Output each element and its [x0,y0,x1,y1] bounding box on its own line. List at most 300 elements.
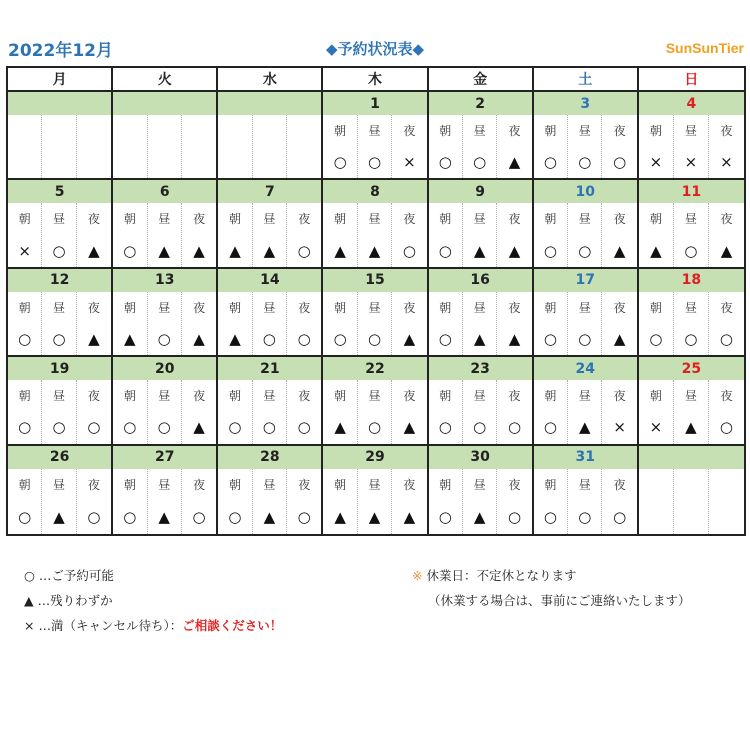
slot-label: 夜 [403,212,416,227]
slot-label: 夜 [193,300,206,315]
time-slot [674,203,709,266]
time-slot [358,292,392,355]
slot-label: 朝 [544,124,557,139]
time-slot [8,380,42,443]
time-slot [358,203,392,266]
time-slot [568,469,602,534]
day-number: 4 [639,92,744,115]
slot-label: 夜 [193,478,206,493]
time-slot [253,115,287,178]
availability-mark: ○ [543,330,557,349]
availability-mark: ▲ [193,418,205,437]
day-number: 6 [113,180,216,203]
time-slot [113,203,147,266]
availability-mark: ○ [367,418,382,437]
availability-mark: ○ [157,330,171,349]
slot-label: 朝 [18,478,31,493]
day-cell [323,92,428,180]
availability-mark: ▲ [368,508,381,527]
time-slot [113,469,147,534]
slot-label: 朝 [649,300,662,315]
time-slots [8,203,111,266]
slot-label: 昼 [53,389,66,404]
time-slot [77,380,111,443]
time-slot [709,469,744,534]
availability-mark: ○ [402,241,416,260]
slot-label: 昼 [473,212,486,227]
slot-label: 朝 [334,478,347,493]
time-slot [463,115,497,178]
availability-mark: ○ [719,330,733,349]
day-number: 28 [218,446,321,469]
availability-mark: ○ [473,153,487,172]
slot-label: 昼 [53,478,66,493]
time-slots [534,115,637,178]
empty-day-cell [8,92,113,180]
slot-label: 夜 [87,300,100,315]
day-number: 13 [113,269,216,292]
day-number: 7 [218,180,321,203]
time-slot [77,292,111,355]
time-slot [182,469,216,534]
availability-mark: ▲ [88,241,100,260]
day-cell [8,269,113,357]
time-slots [323,469,426,534]
day-cell [429,92,534,180]
availability-mark: ▲ [508,241,521,260]
time-slot [113,292,147,355]
time-slot [182,380,216,443]
slot-label: 朝 [439,478,452,493]
time-slots [429,469,532,534]
slot-label: 朝 [544,389,557,404]
slot-label: 朝 [334,212,347,227]
day-number: 27 [113,446,216,469]
empty-day-cell [113,92,218,180]
slot-label: 昼 [53,212,66,227]
availability-mark: ○ [18,330,32,349]
availability-mark: ○ [367,153,382,172]
availability-mark: ○ [228,418,242,437]
availability-mark: ▲ [650,241,662,260]
time-slot [42,115,76,178]
availability-mark: ▲ [53,508,65,527]
time-slots [8,115,111,178]
time-slot [429,380,463,443]
day-number: 22 [323,357,426,380]
time-slot [463,380,497,443]
time-slot [639,292,674,355]
time-slot [113,115,147,178]
availability-mark: ▲ [158,241,170,260]
slot-label: 朝 [334,389,347,404]
availability-mark: ▲ [508,153,521,172]
availability-mark: ○ [18,508,32,527]
time-slots [323,380,426,443]
day-number: 16 [429,269,532,292]
day-cell [8,180,113,268]
slot-label: 昼 [158,212,171,227]
availability-mark: ▲ [263,508,276,527]
availability-mark: ○ [297,508,311,527]
day-number: 23 [429,357,532,380]
availability-mark: ○ [507,418,522,437]
availability-mark: ▲ [685,418,697,437]
availability-mark: ○ [684,330,698,349]
time-slot [77,115,111,178]
time-slots [323,115,426,178]
day-cell [113,357,218,445]
day-cell [534,446,639,534]
slot-label: 朝 [18,300,31,315]
time-slot [568,203,602,266]
time-slot [568,380,602,443]
slot-label: 朝 [18,212,31,227]
time-slots [639,115,744,178]
weekday-header: 金 [429,68,534,92]
slot-label: 夜 [193,212,206,227]
time-slots [323,203,426,266]
availability-mark: ▲ [368,241,381,260]
time-slot [602,469,636,534]
availability-mark: ○ [438,241,452,260]
day-number [113,92,216,115]
availability-mark: × [720,153,733,172]
slot-label: 昼 [473,389,486,404]
slot-label: 夜 [403,389,416,404]
time-slot [148,292,182,355]
day-number: 5 [8,180,111,203]
time-slot [253,380,287,443]
time-slot [323,115,357,178]
slot-label: 夜 [720,212,733,227]
time-slot [709,203,744,266]
day-cell [429,446,534,534]
time-slots [218,469,321,534]
slot-label: 朝 [123,212,136,227]
weekday-header: 火 [113,68,218,92]
time-slot [463,469,497,534]
time-slots [8,292,111,355]
availability-mark: ○ [543,153,557,172]
day-cell [534,92,639,180]
availability-mark: ▲ [158,508,170,527]
time-slots [639,203,744,266]
time-slot [113,380,147,443]
availability-mark: ○ [52,330,66,349]
day-number: 1 [323,92,426,115]
availability-mark: ▲ [613,330,626,349]
availability-mark: ○ [507,508,522,527]
availability-mark: ▲ [263,241,276,260]
availability-mark: ○ [684,241,698,260]
time-slot [497,115,531,178]
day-number: 29 [323,446,426,469]
time-slot [709,115,744,178]
day-number: 21 [218,357,321,380]
slot-label: 昼 [684,389,697,404]
slot-label: 朝 [544,212,557,227]
time-slot [534,203,568,266]
time-slot [287,380,321,443]
slot-label: 朝 [228,478,241,493]
availability-mark: ▲ [473,330,486,349]
slot-label: 夜 [613,300,626,315]
day-cell [534,357,639,445]
availability-mark: ○ [719,418,733,437]
slot-label: 朝 [649,389,662,404]
time-slot [8,203,42,266]
availability-mark: ▲ [334,418,346,437]
availability-mark: ○ [613,153,627,172]
time-slot [287,469,321,534]
slot-label: 夜 [508,300,521,315]
time-slot [463,292,497,355]
day-number: 2 [429,92,532,115]
day-cell [8,446,113,534]
time-slot [639,203,674,266]
availability-mark: ○ [192,508,206,527]
weekday-header: 日 [639,68,744,92]
time-slot [497,203,531,266]
slot-label: 朝 [123,300,136,315]
slot-label: 昼 [578,300,591,315]
availability-mark: ○ [578,153,592,172]
slot-label: 朝 [334,124,347,139]
availability-mark: ▲ [334,508,346,527]
availability-mark: ▲ [508,330,521,349]
time-slot [639,469,674,534]
time-slot [8,115,42,178]
reservation-calendar [6,66,746,536]
time-slot [218,292,252,355]
availability-mark: ○ [438,153,452,172]
day-number: 31 [534,446,637,469]
time-slot [323,380,357,443]
legend-few-left: ▲ …残りわずか [24,593,113,608]
slot-label: 昼 [684,300,697,315]
slot-label: 夜 [298,478,311,493]
slot-label: 朝 [123,478,136,493]
time-slot [429,115,463,178]
day-cell [8,357,113,445]
time-slot [253,203,287,266]
time-slot [323,469,357,534]
availability-mark: ○ [87,418,101,437]
slot-label: 朝 [439,212,452,227]
day-number: 25 [639,357,744,380]
slot-label: 朝 [439,124,452,139]
availability-mark: ○ [297,418,311,437]
slot-label: 夜 [403,478,416,493]
slot-label: 朝 [439,300,452,315]
empty-day-cell [639,446,744,534]
day-number: 3 [534,92,637,115]
time-slot [358,380,392,443]
time-slots [639,380,744,443]
legend-full [24,616,282,634]
availability-mark: ▲ [403,418,416,437]
availability-mark: ○ [333,330,347,349]
weekday-header: 土 [534,68,639,92]
time-slot [534,292,568,355]
time-slot [218,203,252,266]
time-slot [674,292,709,355]
day-number: 12 [8,269,111,292]
time-slot [218,380,252,443]
slot-label: 夜 [403,300,416,315]
time-slot [182,292,216,355]
empty-day-cell [218,92,323,180]
time-slots [218,292,321,355]
time-slots [639,292,744,355]
time-slot [534,115,568,178]
time-slot [253,292,287,355]
availability-mark: ○ [578,330,592,349]
time-slot [568,292,602,355]
time-slot [253,469,287,534]
time-slots [113,115,216,178]
day-number: 11 [639,180,744,203]
availability-mark: ○ [438,508,452,527]
availability-mark: ○ [578,508,592,527]
time-slot [218,469,252,534]
slot-label: 昼 [263,300,276,315]
time-slots [534,203,637,266]
availability-mark: ▲ [613,241,626,260]
availability-mark: ○ [649,330,663,349]
slot-label: 昼 [578,212,591,227]
weekday-header: 月 [8,68,113,92]
availability-mark: × [649,418,663,437]
time-slots [113,203,216,266]
time-slots [534,380,637,443]
slot-label: 昼 [684,124,697,139]
slot-label: 夜 [87,478,100,493]
time-slot [602,292,636,355]
time-slot [674,115,709,178]
time-slot [287,292,321,355]
slot-label: 夜 [508,389,521,404]
slot-label: 昼 [368,212,381,227]
slot-label: 夜 [298,389,311,404]
day-number: 15 [323,269,426,292]
time-slot [497,292,531,355]
availability-mark: ▲ [403,330,416,349]
closing-note-text: 休業日：不定休となります [426,568,577,583]
day-number [218,92,321,115]
slot-label: 朝 [649,212,662,227]
time-slot [602,203,636,266]
time-slot [42,203,76,266]
slot-label: 朝 [544,300,557,315]
day-number: 19 [8,357,111,380]
time-slot [392,203,426,266]
day-cell [113,446,218,534]
day-cell [323,357,428,445]
slot-label: 昼 [368,124,381,139]
time-slot [148,203,182,266]
slot-label: 朝 [123,389,136,404]
time-slot [639,115,674,178]
slot-label: 夜 [403,124,416,139]
availability-mark: ○ [123,508,137,527]
day-cell [323,446,428,534]
slot-label: 朝 [228,212,241,227]
availability-mark: ▲ [193,241,205,260]
time-slot [568,115,602,178]
time-slot [429,292,463,355]
availability-mark: ○ [438,330,452,349]
availability-mark: ▲ [473,508,486,527]
calendar-month-title: 2022年12月 [8,41,113,61]
availability-mark: ○ [157,418,171,437]
availability-mark: ○ [123,241,137,260]
slot-label: 夜 [613,124,626,139]
slot-label: 夜 [298,212,311,227]
slot-label: 夜 [720,124,733,139]
time-slot [463,203,497,266]
day-number: 30 [429,446,532,469]
slot-label: 昼 [368,478,381,493]
time-slot [602,115,636,178]
time-slot [429,469,463,534]
slot-label: 夜 [298,300,311,315]
slot-label: 昼 [158,389,171,404]
slot-label: 昼 [473,478,486,493]
day-cell [218,357,323,445]
slot-label: 昼 [368,300,381,315]
time-slots [218,203,321,266]
availability-mark: ○ [297,241,311,260]
slot-label: 昼 [263,212,276,227]
day-cell [534,269,639,357]
day-number: 18 [639,269,744,292]
time-slots [323,292,426,355]
time-slot [323,203,357,266]
time-slot [182,203,216,266]
slot-label: 朝 [228,389,241,404]
slot-label: 朝 [439,389,452,404]
slot-label: 夜 [87,389,100,404]
time-slot [392,380,426,443]
time-slot [42,292,76,355]
availability-mark: ▲ [403,508,416,527]
page-title: ◆予約状況表◆ [325,40,425,58]
time-slots [429,380,532,443]
time-slots [534,292,637,355]
slot-label: 昼 [53,300,66,315]
time-slot [674,380,709,443]
availability-mark: ○ [578,241,592,260]
slot-label: 夜 [508,212,521,227]
slot-label: 昼 [263,389,276,404]
day-cell [429,357,534,445]
time-slot [148,115,182,178]
availability-mark: ○ [333,153,347,172]
availability-mark: ▲ [193,330,205,349]
time-slot [218,115,252,178]
slot-label: 夜 [720,300,733,315]
brand-logo: SunSunTier [665,40,744,56]
time-slot [358,469,392,534]
time-slot [42,469,76,534]
time-slots [113,380,216,443]
availability-mark: ○ [262,418,276,437]
time-slots [429,292,532,355]
availability-mark: ○ [87,508,101,527]
day-number [639,446,744,469]
